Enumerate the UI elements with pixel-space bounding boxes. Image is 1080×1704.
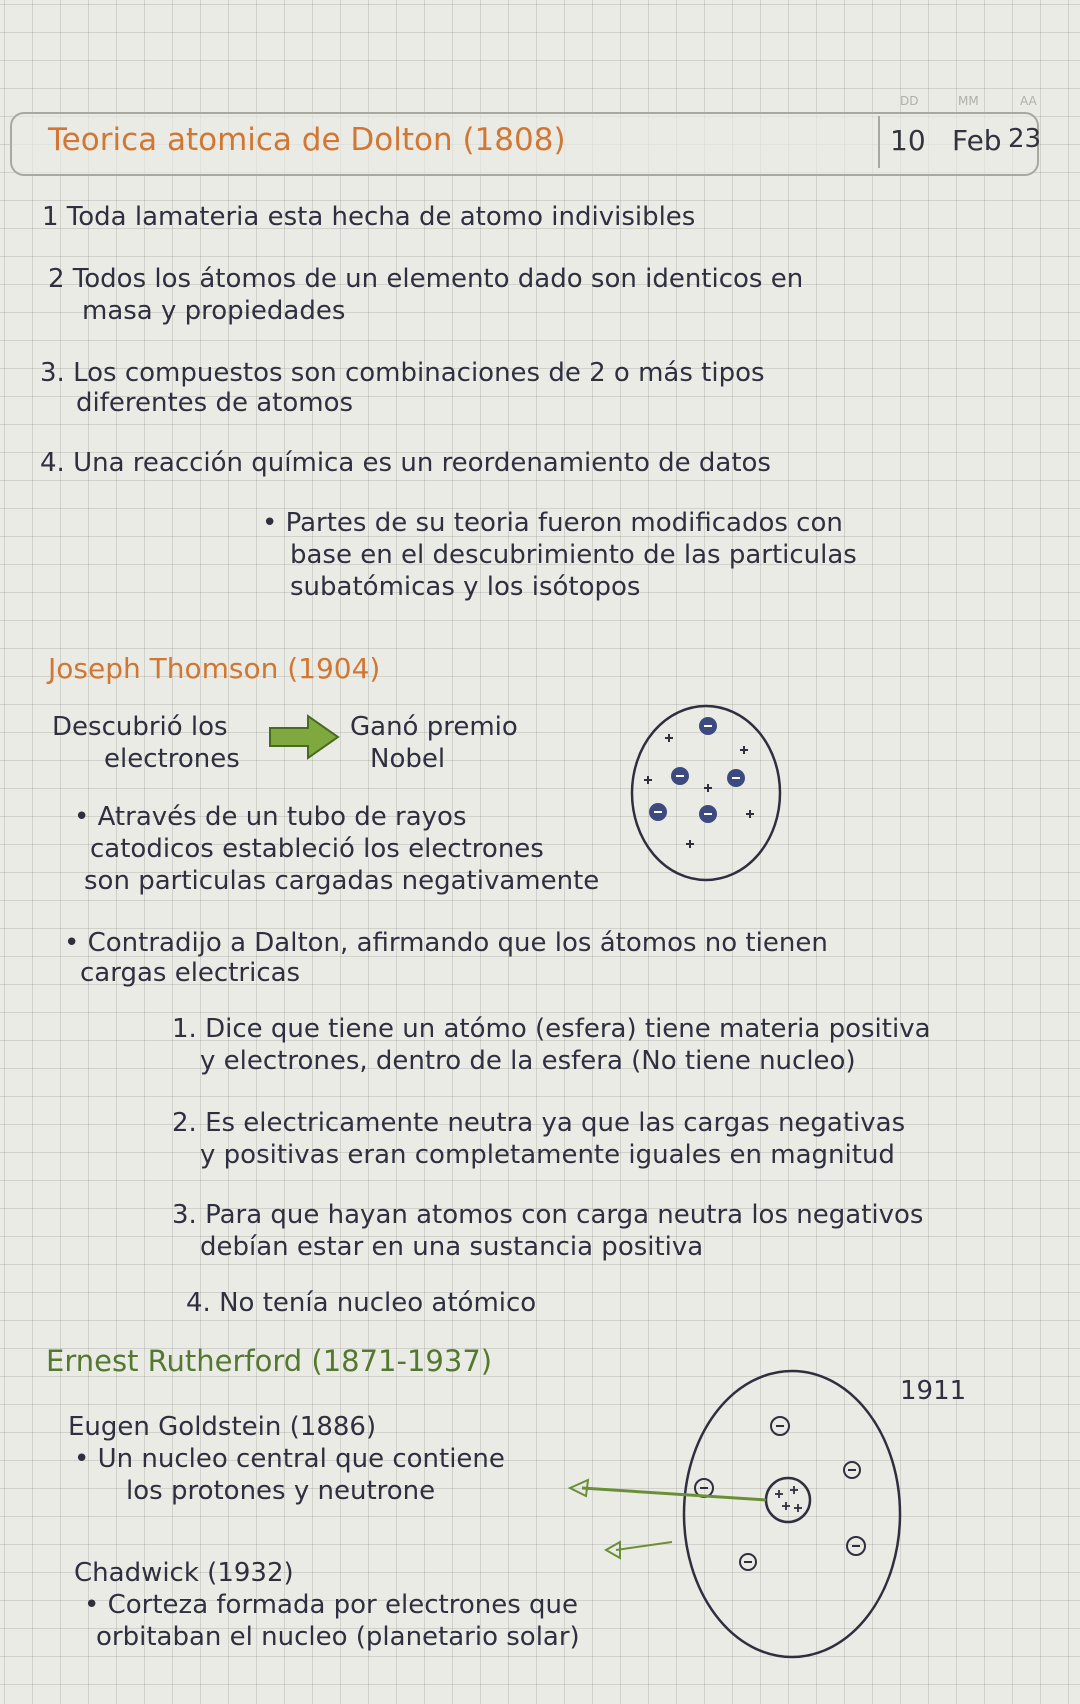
dalton-point-2: 2 Todos los átomos de un elemento dado son identicos en — [48, 264, 804, 294]
dalton-point-2-cont: masa y propiedades — [82, 296, 346, 326]
thomson-bullet1-1: • Através de un tubo de rayos — [74, 802, 467, 832]
dalton-note-2: base en el descubrimiento de las particulas — [290, 540, 857, 570]
dalton-point-3: 3. Los compuestos son combinaciones de 2 o más tipos — [40, 358, 765, 388]
thomson-item-1-cont: y electrones, dentro de la esfera (No tiene nucleo) — [200, 1046, 856, 1076]
thomson-title: Joseph Thomson (1904) — [48, 652, 381, 685]
dalton-point-3-cont: diferentes de atomos — [76, 388, 354, 418]
thomson-discovered-1: Descubrió los — [52, 712, 228, 742]
goldstein-text-1: • Un nucleo central que contiene — [74, 1444, 505, 1474]
thomson-item-4: 4. No tenía nucleo atómico — [186, 1288, 537, 1318]
thomson-bullet1-3: son particulas cargadas negativamente — [84, 866, 600, 896]
arrow-icon — [268, 714, 340, 760]
proton-icon — [644, 734, 754, 848]
thomson-bullet1-2: catodicos estableció los electrones — [90, 834, 544, 864]
date-year: 23 — [1008, 124, 1042, 154]
rutherford-atom-model — [560, 1372, 910, 1672]
dalton-note-3: subatómicas y los isótopos — [290, 572, 641, 602]
dalton-point-4: 4. Una reacción química es un reordenamiento de datos — [40, 448, 771, 478]
thomson-item-3: 3. Para que hayan atomos con carga neutra los negativos — [172, 1200, 924, 1230]
thomson-prize-1: Ganó premio — [350, 712, 518, 742]
thomson-item-3-cont: debían estar en una sustancia positiva — [200, 1232, 704, 1262]
chadwick-title: Chadwick (1932) — [74, 1558, 294, 1588]
thomson-atom-model — [628, 702, 784, 884]
cortex-pointer — [616, 1542, 672, 1550]
thomson-item-2: 2. Es electricamente neutra ya que las cargas negativas — [172, 1108, 906, 1138]
dalton-point-1: 1 Toda lamateria esta hecha de atomo indivisibles — [42, 202, 696, 232]
date-label-mm: MM — [958, 94, 979, 108]
date-day: 10 — [890, 124, 926, 157]
thomson-item-2-cont: y positivas eran completamente iguales en magnitud — [200, 1140, 895, 1170]
nucleus-pointer — [582, 1488, 766, 1500]
date-label-dd: DD — [900, 94, 919, 108]
nucleus-icon — [766, 1478, 810, 1522]
thomson-discovered-2: electrones — [104, 744, 240, 774]
date-label-aa: AA — [1020, 94, 1037, 108]
rutherford-year: 1911 — [900, 1376, 967, 1406]
thomson-bullet2-1: • Contradijo a Dalton, afirmando que los átomos no tienen — [64, 928, 828, 958]
chadwick-text-1: • Corteza formada por electrones que — [84, 1590, 578, 1620]
goldstein-title: Eugen Goldstein (1886) — [68, 1412, 377, 1442]
rutherford-title: Ernest Rutherford (1871-1937) — [46, 1344, 493, 1378]
date-month: Feb — [952, 124, 1002, 157]
thomson-item-1: 1. Dice que tiene un atómo (esfera) tiene materia positiva — [172, 1014, 931, 1044]
chadwick-text-2: orbitaban el nucleo (planetario solar) — [96, 1622, 580, 1652]
thomson-prize-2: Nobel — [370, 744, 446, 774]
dalton-note-1: • Partes de su teoria fueron modificados con — [262, 508, 843, 538]
dalton-title: Teorica atomica de Dolton (1808) — [48, 122, 566, 158]
goldstein-text-2: los protones y neutrone — [126, 1476, 436, 1506]
thomson-bullet2-2: cargas electricas — [80, 958, 301, 988]
